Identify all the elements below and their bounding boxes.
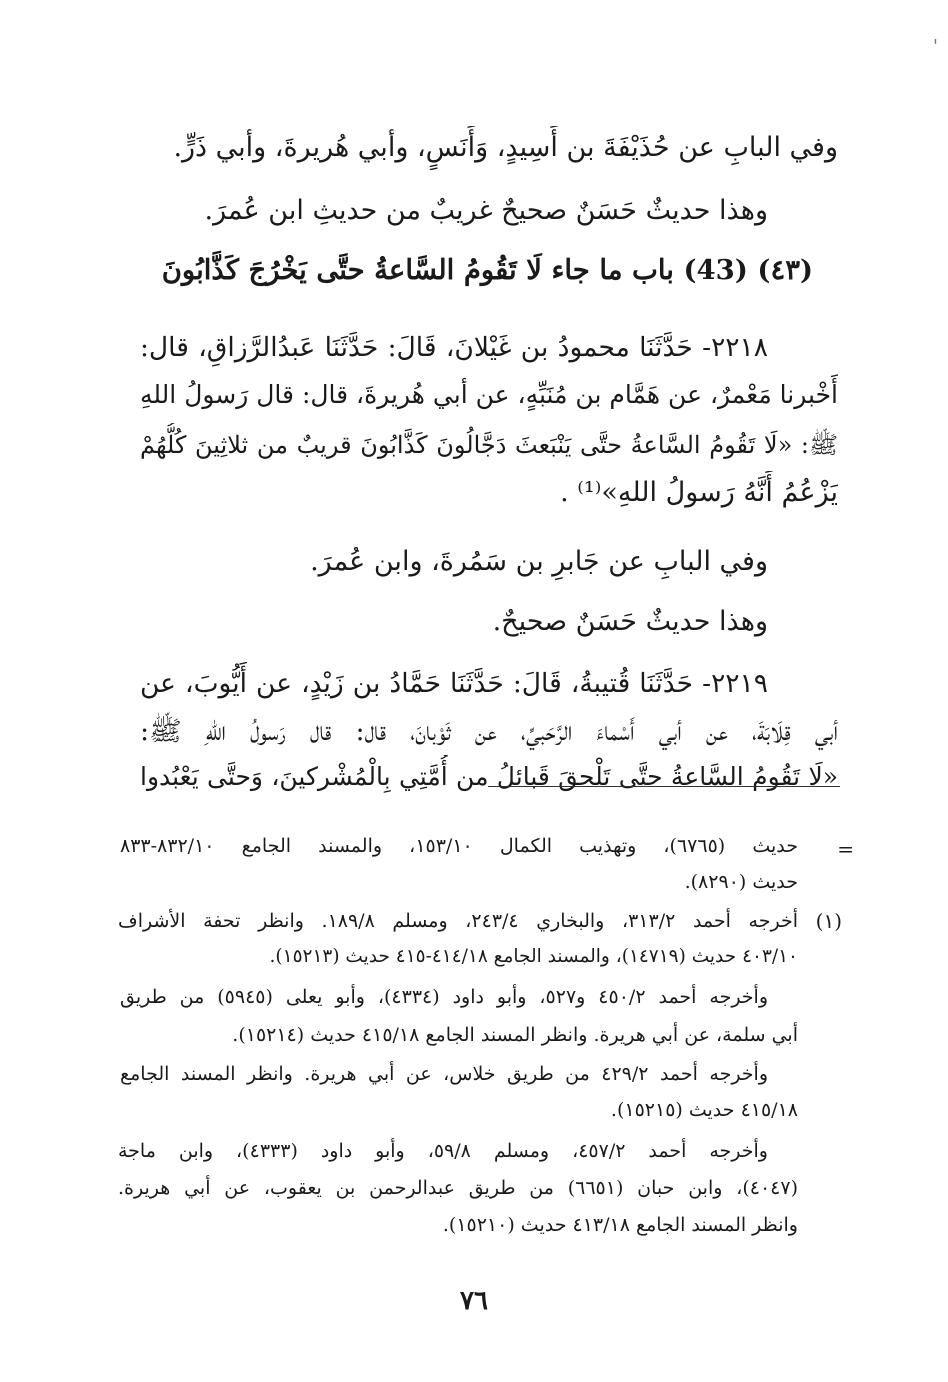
- footnote-1-line-5: وأخرجه أحمد ٤٢٩/٢ من طريق خلاس، عن أبي هريرة. وانظر المسند الجامع: [120, 1063, 768, 1085]
- footnote-1-line-1: أخرجه أحمد ٣١٣/٢، والبخاري ٢٤٣/٤، ومسلم ١٨٩/٨. وانظر تحفة الأشراف: [118, 910, 798, 932]
- footnote-1-line-9: وانظر المسند الجامع ٤١٣/١٨ حديث (١٥٢١٠).: [442, 1214, 798, 1236]
- text-line-bab-1: وفي البابِ عن حُذَيْفَةَ بن أَسِيدٍ، وَأَنَسٍ، وأبي هُريرةَ، وأبي ذَرٍّ.: [173, 132, 838, 163]
- hadith-2218-line-1: ٢٢١٨- حَدَّثَنَا محمودُ بن غَيْلانَ، قَالَ: حَدَّثَنَا عَبدُالرَّزاقِ، قال:: [140, 332, 768, 363]
- footnote-separator: [488, 786, 840, 787]
- hadith-2219-line-1: ٢٢١٩- حَدَّثَنَا قُتيبةُ، قَالَ: حَدَّثَنَا حَمَّادُ بن زَيْدٍ، عن أَيُّوبَ، عن: [140, 668, 768, 699]
- footnote-continuation-line-1: حديث (٦٧٦٥)، وتهذيب الكمال ١٥٣/١٠، والمسند الجامع ٨٣٢/١٠-٨٣٣: [120, 835, 798, 857]
- hadith-2219-line-3: «لَا تَقُومُ السَّاعةُ حتَّى تَلْحقَ قَبائلُ من أُمَّتِي بِالْمُشْركينَ، وَحتَّى يَعْبُدوا: [140, 762, 838, 791]
- footnote-1-line-2: ٤٠٣/١٠ حديث (١٤٧١٩)، والمسند الجامع ٤١٤/١٨-٤١٥ حديث (١٥٢١٣).: [269, 946, 798, 967]
- corner-mark: ': [933, 36, 938, 57]
- footnote-1-line-3: وأخرجه أحمد ٤٥٠/٢ و٥٢٧، وأبو داود (٤٣٣٤)، وأبو يعلى (٥٩٤٥) من طريق: [120, 986, 768, 1008]
- hadith-2219-line-2: أبي قِلَابَةَ، عن أبي أَسْماءَ الرَّحَبيِّ، عن ثَوْبانَ، قال: قال رَسولُ اللهِ ﷺ:: [140, 716, 838, 747]
- footnote-continuation-marker: =: [837, 837, 854, 861]
- hadith-2218-line-2: أَخْبرنا مَعْمرٌ، عن هَمَّام بن مُنَبِّهٍ، عن أبي هُريرةَ، قال: قال رَسولُ اللهِ: [140, 380, 838, 409]
- footnote-continuation-line-2: حديث (٨٢٩٠).: [684, 871, 798, 893]
- page-number: ٧٦: [460, 1286, 488, 1316]
- footnote-1-line-8: (٤٠٤٧)، وابن حبان (٦٦٥١) من طريق عبدالرحمن بن يعقوب، عن أبي هريرة.: [118, 1177, 798, 1199]
- text-line-bab-2: وفي البابِ عن جَابرِ بن سَمُرةَ، وابن عُمرَ.: [310, 546, 768, 577]
- text-line-hadith-grade-1: وهذا حديثٌ حَسَنٌ صحيحٌ غريبٌ من حديثِ ابن عُمرَ.: [204, 195, 768, 226]
- footnote-1-line-7: وأخرجه أحمد ٤٥٧/٢، ومسلم ٥٩/٨، وأبو داود (٤٣٣٣)، وابن ماجة: [118, 1140, 768, 1162]
- footnote-1-line-4: أبي سلمة، عن أبي هريرة. وانظر المسند الجامع ٤١٥/١٨ حديث (١٥٢١٤).: [232, 1024, 798, 1046]
- footnote-1-marker: (١): [815, 909, 842, 933]
- footnote-1-line-6: ٤١٥/١٨ حديث (١٥٢١٥).: [610, 1099, 798, 1121]
- hadith-2218-line-3: ﷺ: «لَا تَقُومُ السَّاعةُ حتَّى يَنْبَعثَ دَجَّالُونَ كَذَّابُونَ قريبٌ من ثلاثِينَ كُلُّهُمْ: [140, 431, 838, 459]
- hadith-2218-line-4: يَزْعُمُ أَنَّهُ رَسولُ اللهِ»⁽¹⁾ .: [560, 477, 838, 508]
- chapter-heading: (٤٣) (43) باب ما جاء لَا تَقُومُ السَّاعةُ حتَّى يَخْرُجَ كَذَّابُونَ: [161, 254, 813, 286]
- text-line-hadith-grade-2: وهذا حديثٌ حَسَنٌ صحيحٌ.: [492, 606, 768, 637]
